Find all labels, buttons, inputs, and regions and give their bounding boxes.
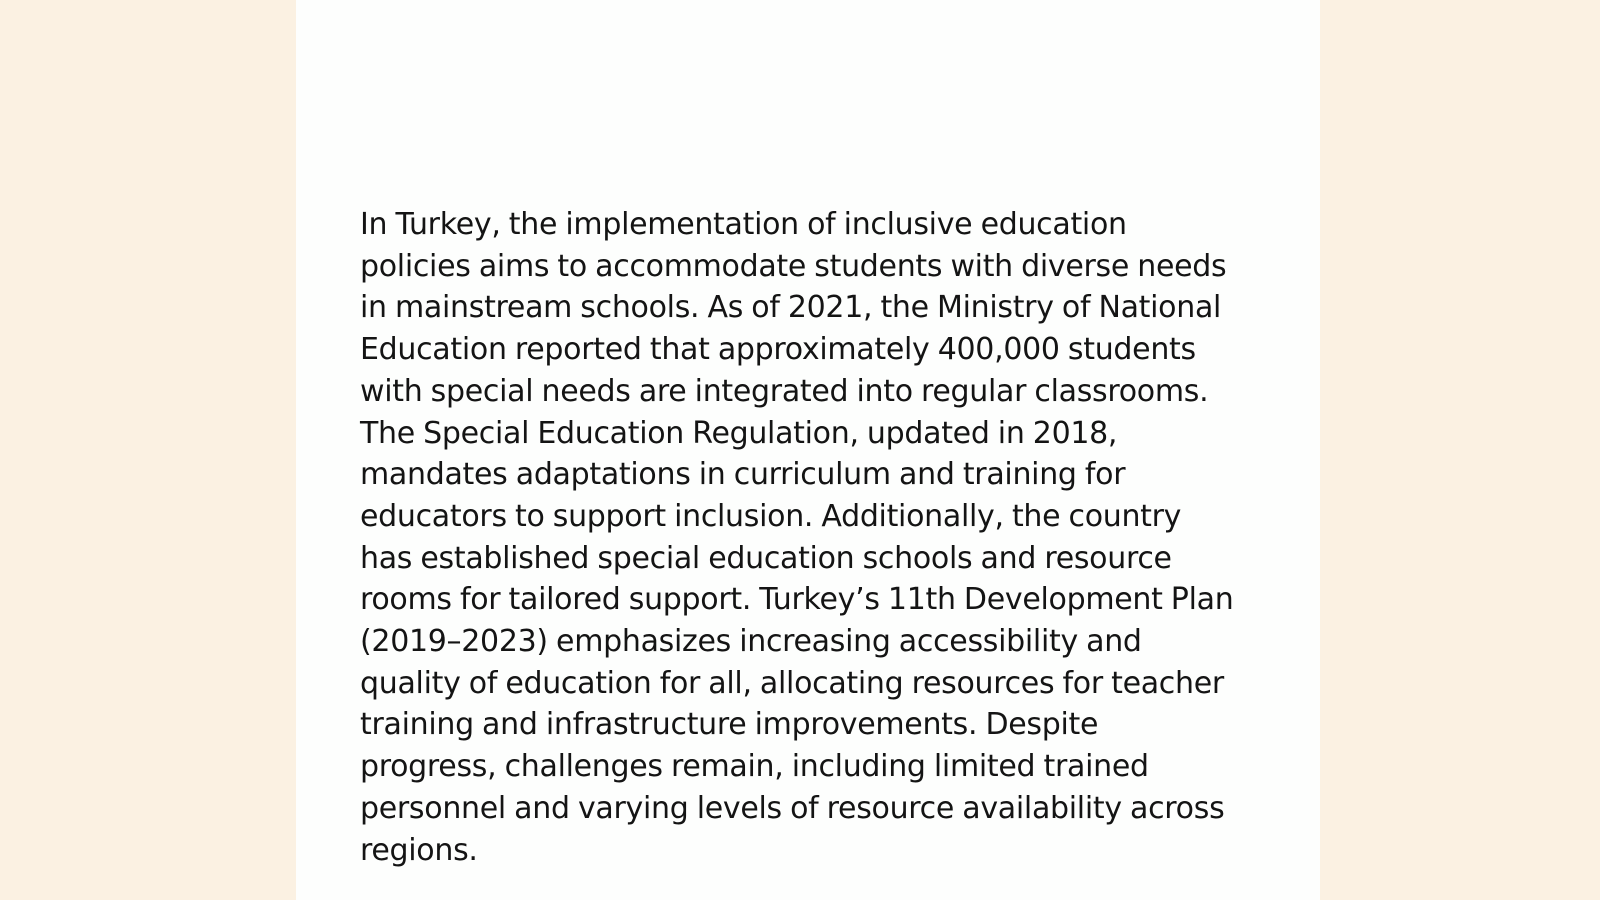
body-paragraph: In Turkey, the implementation of inclusive education policies aims to accommodate students with diverse needs in mainstream schools. As of 2021, the Ministry of National Education reported that approximately 400,000 students with special needs are integrated into regular classrooms. The Special Education Regulation, updated in 2018, mandates adaptations in curriculum and training for educators to support inclusion. Additionally, the country has established special education schools and resource rooms for tailored support. Turkey’s 11th Development Plan (2019–2023) emphasizes increasing accessibility and quality of education for all, allocating resources for teacher training and infrastructure improvements. Despite progress, challenges remain, including limited trained personnel and varying levels of resource availability across regions. bbox=[360, 207, 1234, 868]
document-page bbox=[296, 0, 1320, 900]
